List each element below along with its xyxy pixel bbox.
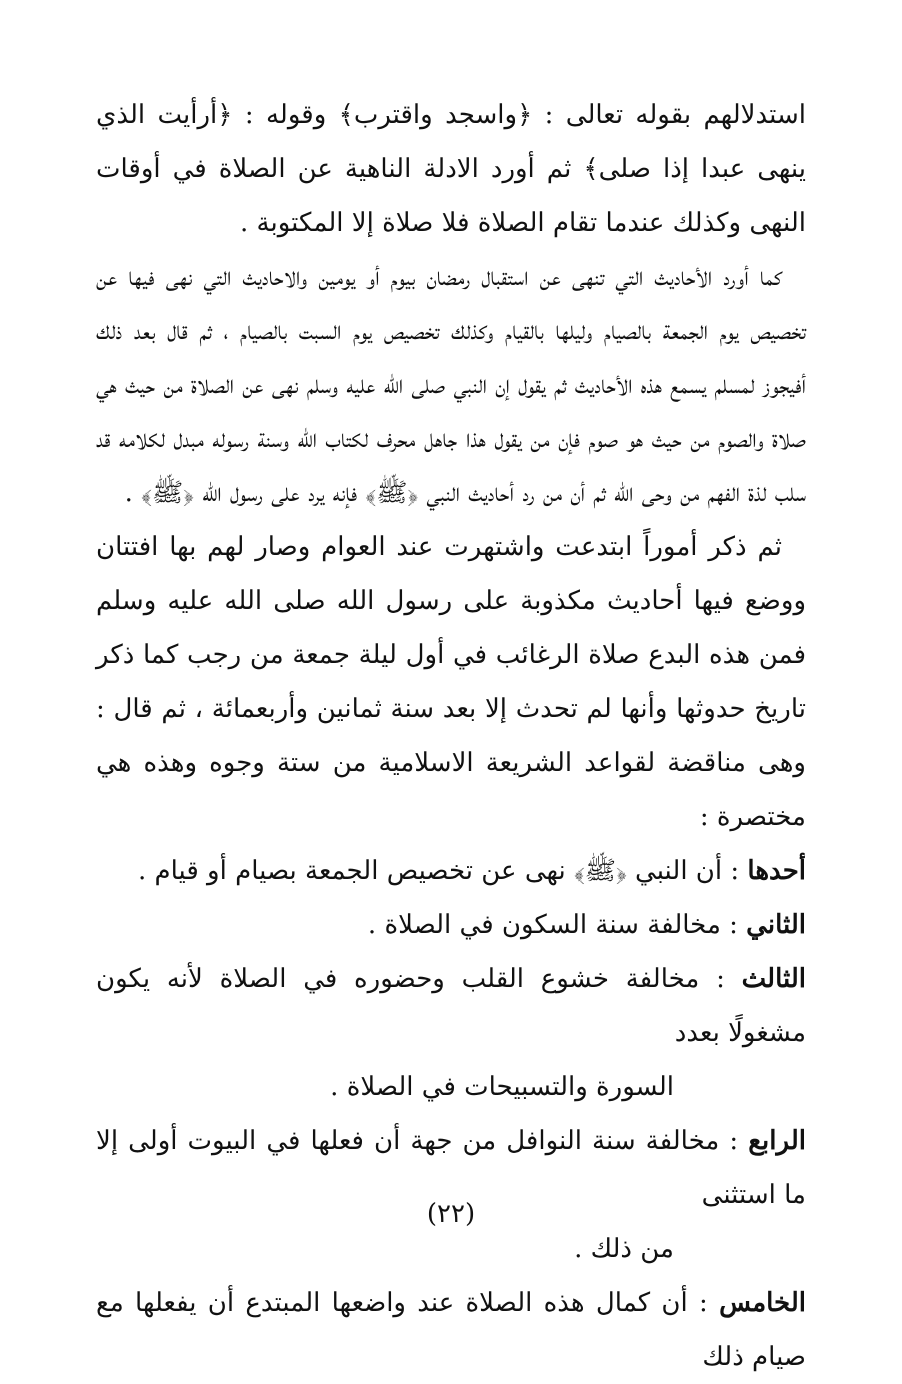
paragraph-2: كما أورد الأحاديث التي تنهى عن استقبال رمضان بيوم أو يومين والاحاديث التي نهى فيها عن تخصيص يوم الجمعة بالصيام وليلها بالقيام وكذلك تخصيص يوم السبت بالصيام ، ثم قال بعد ذلك أفيجوز لمسلم يسمع هذه الأحاديث ثم يقول إن النبي صلى الله عليه وسلم نهى عن الصلاة من حيث هي صلاة والصوم من حيث هو صوم فإن من يقول هذا جاهل محرف لكتاب الله وسنة رسوله مبدل لكلامه قد سلب لذة الفهم من وحى الله ثم أن من رد أحاديث النبي ﴿ﷺ﴾ فإنه يرد على رسول الله ﴿ﷺ﴾ . [96, 262, 806, 508]
list-item-first [96, 844, 806, 898]
list-item-heading: الرابع [748, 1126, 806, 1156]
list-item-continuation: من ذلك . [574, 1234, 674, 1264]
list-item-heading: الخامس [719, 1288, 806, 1318]
list-item-second [96, 898, 806, 952]
list-item-text: : مخالفة سنة السكون في الصلاة . [367, 910, 738, 940]
list-item-text: : أن النبي ﴿ﷺ﴾ نهى عن تخصيص الجمعة بصيام أو قيام . [137, 856, 740, 886]
list-item-heading: الثالث [741, 964, 806, 994]
list-item-text: : مخالفة سنة النوافل من جهة أن فعلها في البيوت أولى إلا ما استثنى [96, 1126, 806, 1210]
list-item-heading: الثاني [746, 910, 806, 940]
body-text [96, 88, 806, 1384]
paragraph-1: استدلالهم بقوله تعالى : ﴿واسجد واقترب﴾ وقوله : ﴿أرأيت الذي ينهى عبدا إذا صلى﴾ ثم أورد الادلة الناهية عن الصلاة في أوقات النهى وكذلك عندما تقام الصلاة فلا صلاة إلا المكتوبة . [96, 100, 806, 238]
list-item-text: : أن كمال هذه الصلاة عند واضعها المبتدع أن يفعلها مع صيام ذلك [96, 1288, 806, 1372]
list-item-third [96, 952, 806, 1114]
list-item-heading: أحدها [747, 856, 806, 886]
paragraph-3: ثم ذكر أموراً ابتدعت واشتهرت عند العوام وصار لهم بها افتتان ووضع فيها أحاديث مكذوبة على رسول الله صلى الله عليه وسلم فمن هذه البدع صلاة الرغائب في أول ليلة جمعة من رجب كما ذكر تاريخ حدوثها وأنها لم تحدث إلا بعد سنة ثمانين وأربعمائة ، ثم قال : وهى مناقضة لقواعد الشريعة الاسلامية من ستة وجوه وهذه هي مختصرة : [96, 532, 806, 832]
page-number: (٢٢) [426, 1199, 476, 1229]
list-item-fifth [96, 1276, 806, 1384]
list-item-text: : مخالفة خشوع القلب وحضوره في الصلاة لأنه يكون مشغولًا بعدد [96, 964, 806, 1048]
list-item-continuation: السورة والتسبيحات في الصلاة . [330, 1072, 674, 1102]
